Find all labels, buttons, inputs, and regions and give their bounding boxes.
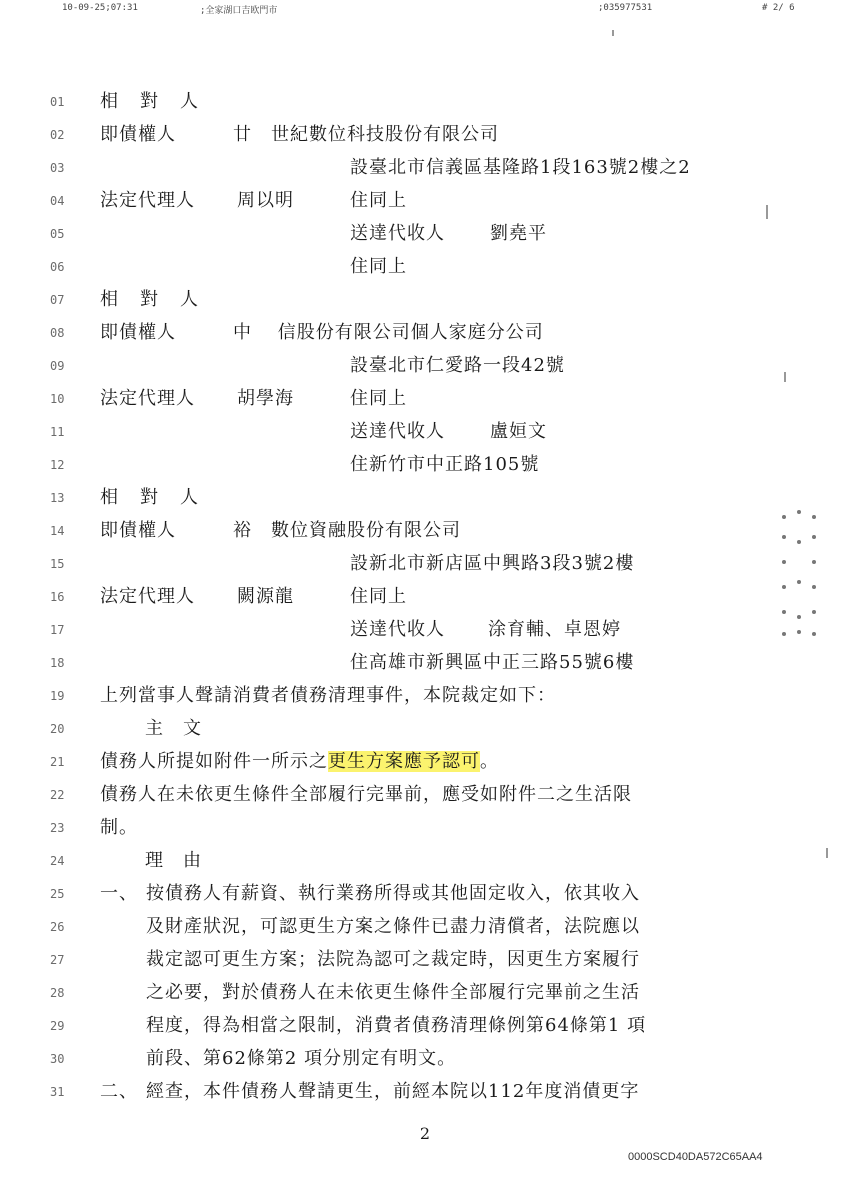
- reason-1-line: 程度，得為相當之限制，消費者債務清理條例第64條第1 項: [146, 1015, 647, 1036]
- doc-line-24: [0, 846, 850, 880]
- line-number: 06: [50, 260, 65, 274]
- service-agent-address: 住同上: [350, 256, 407, 277]
- party-label: 相對人: [100, 91, 220, 112]
- legal-rep-label: 法定代理人: [100, 586, 195, 607]
- line-number: 23: [50, 821, 65, 835]
- fax-station: ;全家湖口吉欧門市: [200, 6, 278, 16]
- line-number: 29: [50, 1019, 65, 1033]
- doc-line-11: [0, 417, 850, 451]
- line-number: 27: [50, 953, 65, 967]
- doc-line-09: [0, 351, 850, 385]
- legal-rep-label: 法定代理人: [100, 388, 195, 409]
- doc-line-28: [0, 978, 850, 1012]
- reason-1-line: 之必要，對於債務人在未依更生條件全部履行完畢前之生活: [146, 982, 640, 1003]
- service-agent-name: 盧姮文: [490, 421, 547, 442]
- line-number: 21: [50, 755, 65, 769]
- line-number: 15: [50, 557, 65, 571]
- doc-line-08: [0, 318, 850, 352]
- doc-line-01: [0, 87, 850, 121]
- service-agent-label: 送達代收人: [350, 223, 445, 244]
- legal-rep-name: 胡學海: [237, 388, 294, 409]
- line-number: 26: [50, 920, 65, 934]
- creditor-address: 設新北市新店區中興路3段3號2樓: [350, 553, 635, 574]
- doc-line-17: [0, 615, 850, 649]
- line-number: 10: [50, 392, 65, 406]
- creditor-label: 即債權人: [100, 124, 176, 145]
- legal-rep-address: 住同上: [350, 586, 407, 607]
- line-number: 22: [50, 788, 65, 802]
- line-number: 25: [50, 887, 65, 901]
- doc-line-13: [0, 483, 850, 517]
- creditor-address: 設臺北市仁愛路一段42號: [350, 355, 565, 376]
- doc-line-25: [0, 879, 850, 913]
- main-text-part1: 債務人所提如附件一所示之: [100, 751, 328, 772]
- line-number: 11: [50, 425, 65, 439]
- line-number: 31: [50, 1085, 65, 1099]
- creditor-name: 中 信股份有限公司個人家庭分公司: [233, 322, 544, 343]
- doc-line-16: [0, 582, 850, 616]
- ruling-intro: 上列當事人聲請消費者債務清理事件，本院裁定如下：: [100, 685, 556, 706]
- service-agent-name: 劉堯平: [490, 223, 547, 244]
- line-number: 14: [50, 524, 65, 538]
- line-number: 19: [50, 689, 65, 703]
- doc-line-14: [0, 516, 850, 550]
- doc-line-18: [0, 648, 850, 682]
- legal-rep-name: 闕源龍: [237, 586, 294, 607]
- line-number: 13: [50, 491, 65, 505]
- reason-2-label: 二、: [100, 1081, 138, 1102]
- party-label: 相對人: [100, 487, 220, 508]
- doc-line-22: [0, 780, 850, 814]
- service-agent-address: 住新竹市中正路105號: [350, 454, 540, 475]
- line-number: 24: [50, 854, 65, 868]
- legal-rep-address: 住同上: [350, 190, 407, 211]
- document-code: 0000SCD40DA572C65AA4: [628, 1151, 763, 1163]
- legal-rep-label: 法定代理人: [100, 190, 195, 211]
- creditor-name: 裕 數位資融股份有限公司: [233, 520, 461, 541]
- creditor-address: 設臺北市信義區基隆路1段163號2樓之2: [350, 157, 691, 178]
- doc-line-31: [0, 1077, 850, 1111]
- main-text-line1: [100, 747, 499, 773]
- main-heading: 主 文: [145, 718, 202, 739]
- line-number: 04: [50, 194, 65, 208]
- reason-heading: 理 由: [145, 850, 202, 871]
- doc-line-12: [0, 450, 850, 484]
- doc-line-26: [0, 912, 850, 946]
- creditor-label: 即債權人: [100, 322, 176, 343]
- service-agent-label: 送達代收人: [350, 421, 445, 442]
- main-text-line2: 債務人在未依更生條件全部履行完畢前，應受如附件二之生活限: [100, 784, 632, 805]
- line-number: 28: [50, 986, 65, 1000]
- line-number: 16: [50, 590, 65, 604]
- line-number: 01: [50, 95, 65, 109]
- doc-line-05: [0, 219, 850, 253]
- service-agent-label: 送達代收人: [350, 619, 445, 640]
- line-number: 12: [50, 458, 65, 472]
- page-number: 2: [419, 1124, 431, 1143]
- line-number: 03: [50, 161, 65, 175]
- party-label: 相對人: [100, 289, 220, 310]
- reason-2-line: 經查，本件債務人聲請更生，前經本院以112年度消債更字: [146, 1081, 640, 1102]
- highlighted-ruling: 更生方案應予認可: [328, 751, 480, 772]
- doc-line-15: [0, 549, 850, 583]
- reason-1-line: 裁定認可更生方案；法院為認可之裁定時，因更生方案履行: [146, 949, 640, 970]
- line-number: 07: [50, 293, 65, 307]
- doc-line-21: [0, 747, 850, 781]
- line-number: 02: [50, 128, 65, 142]
- creditor-name: 廿 世紀數位科技股份有限公司: [233, 124, 499, 145]
- fax-header: [0, 3, 850, 17]
- service-agent-name: 涂育輔、卓恩婷: [488, 619, 621, 640]
- fax-number: ;035977531: [598, 3, 653, 13]
- fax-timestamp: 10-09-25;07:31: [62, 3, 138, 13]
- service-agent-address: 住高雄市新興區中正三路55號6樓: [350, 652, 635, 673]
- main-text-line3: 制。: [100, 817, 138, 838]
- doc-line-20: [0, 714, 850, 748]
- doc-line-02: [0, 120, 850, 154]
- line-number: 08: [50, 326, 65, 340]
- doc-line-29: [0, 1011, 850, 1045]
- doc-line-04: [0, 186, 850, 220]
- doc-line-23: [0, 813, 850, 847]
- scan-mark: [612, 30, 614, 36]
- legal-rep-name: 周以明: [237, 190, 294, 211]
- reason-1-label: 一、: [100, 883, 138, 904]
- doc-line-27: [0, 945, 850, 979]
- doc-line-30: [0, 1044, 850, 1078]
- doc-line-10: [0, 384, 850, 418]
- doc-line-19: [0, 681, 850, 715]
- fax-page-indicator: # 2/ 6: [762, 3, 795, 13]
- main-text-part2: 。: [480, 751, 499, 772]
- reason-1-line: 及財產狀況，可認更生方案之條件已盡力清償者，法院應以: [146, 916, 640, 937]
- line-number: 09: [50, 359, 65, 373]
- line-number: 05: [50, 227, 65, 241]
- reason-1-line: 前段、第62條第2 項分別定有明文。: [146, 1048, 457, 1069]
- line-number: 30: [50, 1052, 65, 1066]
- doc-line-03: [0, 153, 850, 187]
- reason-1-line: 按債務人有薪資、執行業務所得或其他固定收入，依其收入: [146, 883, 640, 904]
- creditor-label: 即債權人: [100, 520, 176, 541]
- line-number: 20: [50, 722, 65, 736]
- doc-line-06: [0, 252, 850, 286]
- legal-rep-address: 住同上: [350, 388, 407, 409]
- line-number: 17: [50, 623, 65, 637]
- line-number: 18: [50, 656, 65, 670]
- doc-line-07: [0, 285, 850, 319]
